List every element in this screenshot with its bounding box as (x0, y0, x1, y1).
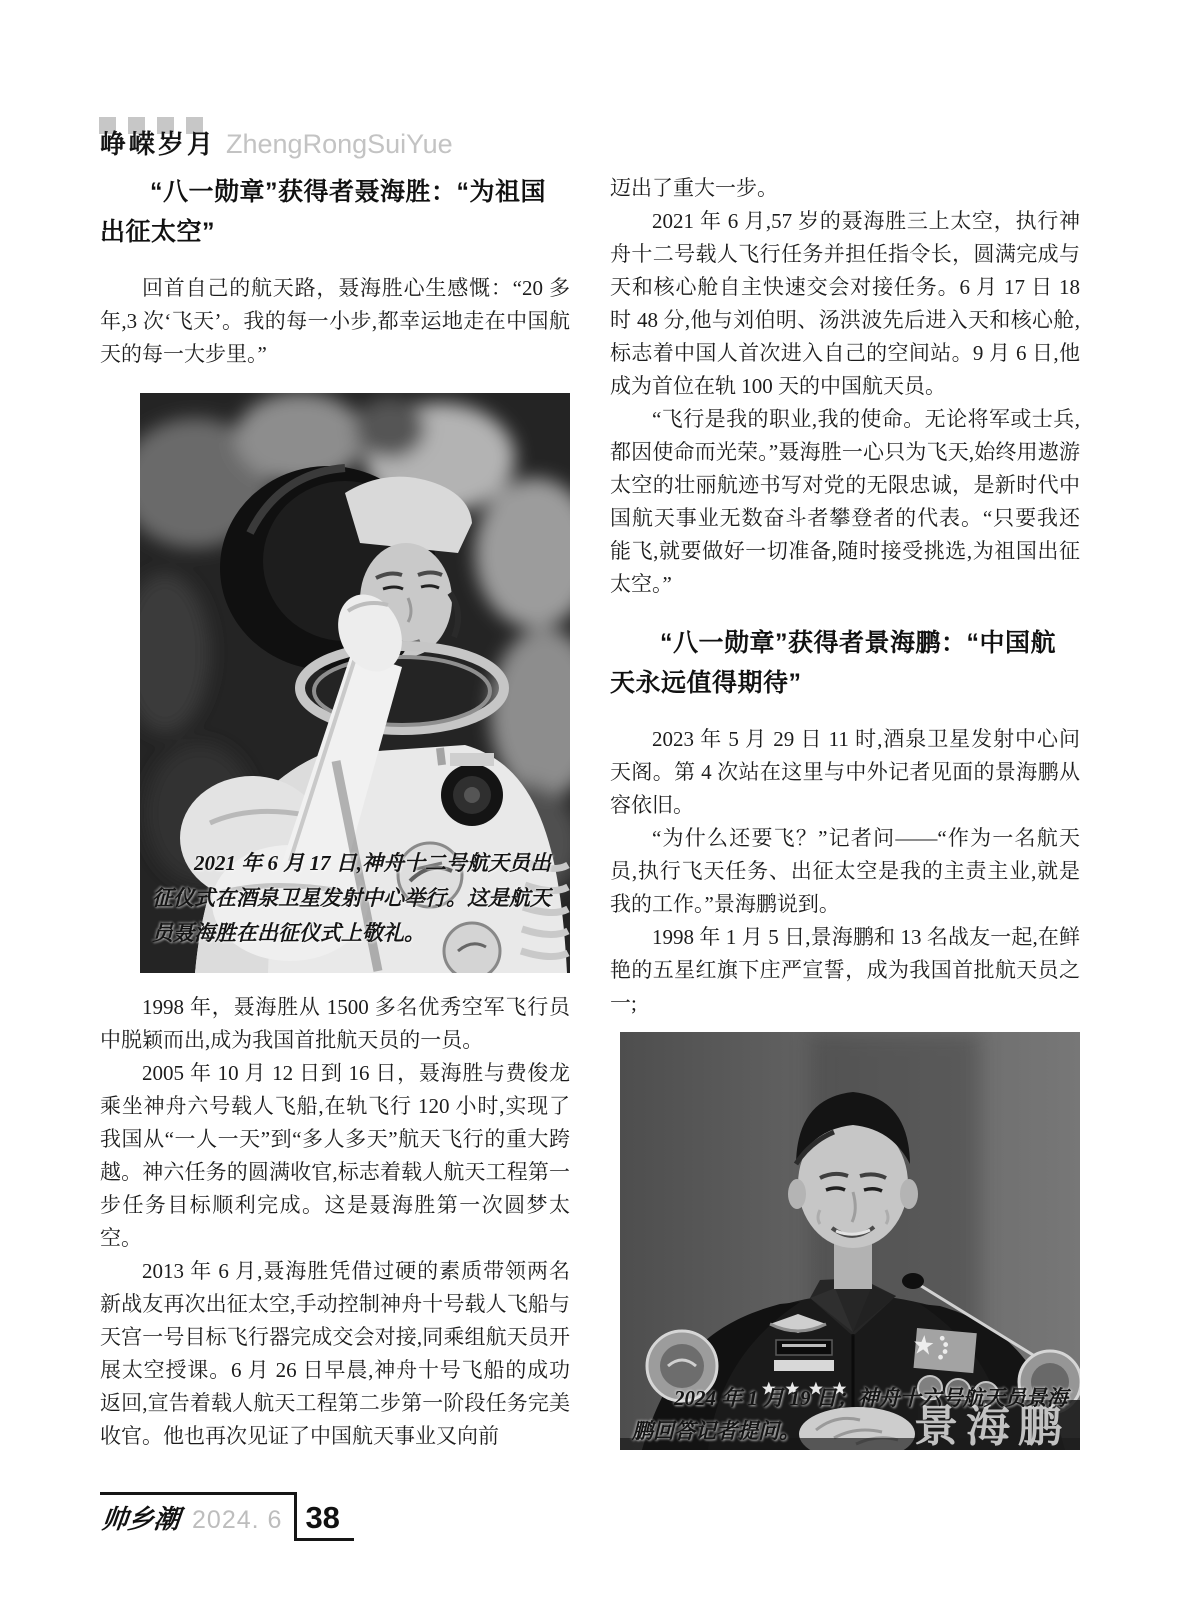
press-conference-photo (620, 1032, 1080, 1450)
issue-date: 2024. 6 (192, 1506, 283, 1534)
article1-title: “八一勋章”获得者聂海胜：“为祖国出征太空” (100, 178, 547, 246)
astronaut-salute-photo (140, 393, 570, 973)
article1-paragraph: 2013 年 6 月,聂海胜凭借过硬的素质带领两名新战友再次出征太空,手动控制神舟十号载人飞船与天宫一号目标飞行器完成交会对接,同乘组航天员开展太空授课。6 月 26 日早晨,神舟十号飞船的成功返回,宣告着载人航天工程第二步第一阶段任务完美收官。他也再次见证了中国航天事业又向前 (100, 1259, 570, 1448)
article2-paragraph: 1998 年 1 月 5 日,景海鹏和 13 名战友一起,在鲜艳的五星红旗下庄严宣誓，成为我国首批航天员之一; (610, 925, 1080, 1015)
article2-paragraph: 2023 年 5 月 29 日 11 时,酒泉卫星发射中心问天阁。第 4 次站在这里与中外记者见面的景海鹏从容依旧。 (610, 727, 1080, 817)
journal-logo: 帅乡潮 (100, 1505, 182, 1534)
article2-paragraph: “为什么还要飞？”记者问——“作为一名航天员,执行飞天任务、出征太空是我的主责主业,就是我的工作。”景海鹏说到。 (610, 826, 1080, 916)
article1-paragraph-continued: 迈出了重大一步。 (610, 176, 778, 200)
right-column (610, 172, 1080, 1450)
article1-paragraph: 1998 年，聂海胜从 1500 多名优秀空军飞行员中脱颖而出,成为我国首批航天员的一员。 (100, 995, 570, 1052)
section-logo (100, 124, 216, 161)
section-pinyin: ZhengRongSuiYue (226, 129, 453, 159)
photo1-caption: 2021 年 6 月 17 日,神舟十二号航天员出征仪式在酒泉卫星发射中心举行。这是航天员聂海胜在出征仪式上敬礼。 (152, 851, 551, 945)
journal-issue-box (100, 1492, 297, 1541)
page-footer (100, 1492, 354, 1541)
section-title: 峥嵘岁月 (100, 129, 217, 159)
article1-paragraph: 2021 年 6 月,57 岁的聂海胜三上太空，执行神舟十二号载人飞行任务并担任指令长，圆满完成与天和核心舱自主快速交会对接任务。6 月 17 日 18 时 48 分,他与刘伯明、汤洪波先后进入天和核心舱,标志着中国人首次进入自己的空间站。9 月 6 日,他成为首位在轨 100 天的中国航天员。 (610, 209, 1080, 398)
page-number: 38 (297, 1492, 353, 1541)
photo2-caption: 2024 年 1 月 19 日；神舟十六号航天员景海鹏回答记者提问。 (632, 1386, 1068, 1443)
article1-lead-paragraph: 回首自己的航天路，聂海胜心生感慨：“20 多年,3 次‘飞天’。我的每一小步,都幸运地走在中国航天的每一大步里。” (100, 276, 570, 366)
article2-title: “八一勋章”获得者景海鹏：“中国航天永远值得期待” (610, 629, 1057, 697)
article1-paragraph: “飞行是我的职业,我的使命。无论将军或士兵,都因使命而光荣。”聂海胜一心只为飞天,始终用遨游太空的壮丽航迹书写对党的无限忠诚，是新时代中国航天事业无数奋斗者攀登者的代表。“只要我还能飞,就要做好一切准备,随时接受挑选,为祖国出征太空。” (610, 407, 1080, 596)
masthead (100, 124, 453, 161)
left-column (100, 172, 570, 1453)
desk-nameplate: 景海鹏 (914, 1402, 1070, 1450)
article1-paragraph: 2005 年 10 月 12 日到 16 日，聂海胜与费俊龙乘坐神舟六号载人飞船,在轨飞行 120 小时,实现了我国从“一人一天”到“多人多天”航天飞行的重大跨越。神六任务的圆满收官,标志着载人航天工程第一步任务目标顺利完成。这是聂海胜第一次圆梦太空。 (100, 1061, 570, 1250)
